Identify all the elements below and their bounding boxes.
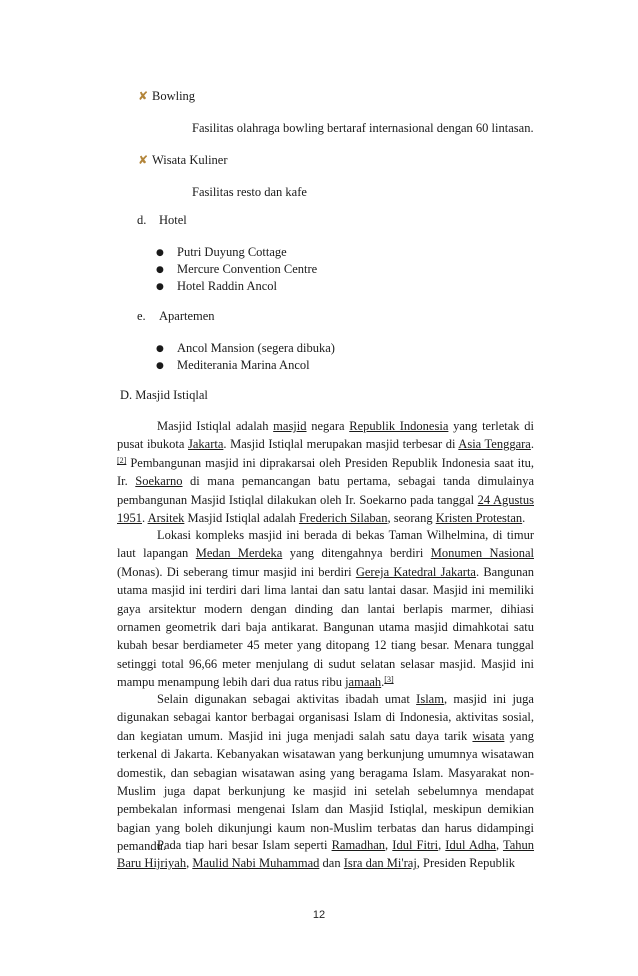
list-item [156, 261, 317, 278]
list-item [156, 340, 335, 357]
inline-link[interactable]: Arsitek [147, 511, 185, 526]
reference-link[interactable]: [3] [384, 675, 394, 685]
paragraph-text: , [495, 838, 503, 852]
paragraph-text: , [186, 856, 193, 871]
list-item-text: Putri Duyung Cottage [177, 245, 287, 259]
list-item-text: Ancol Mansion (segera dibuka) [177, 341, 335, 355]
inline-link[interactable]: Maulid Nabi Muhammad [192, 856, 320, 871]
bullet-icon: ● [156, 361, 164, 371]
cross-mark-icon: ✘ [138, 153, 149, 167]
bullet-icon: ● [156, 265, 164, 275]
list-item-text: Mediterania Marina Ancol [177, 358, 310, 372]
inline-link[interactable]: Idul Fitri [392, 838, 439, 852]
paragraph-text: negara [306, 419, 350, 433]
inline-link[interactable]: masjid [273, 419, 307, 433]
inline-link[interactable]: wisata [472, 728, 505, 743]
inline-link[interactable]: jamaah [345, 675, 382, 690]
paragraph-text: . [142, 511, 148, 526]
paragraph-text: . [381, 675, 385, 690]
facility-item-wisata-kuliner [138, 152, 228, 168]
list-heading-apartemen [137, 308, 215, 324]
paragraph [117, 526, 534, 692]
paragraph-text: , [385, 838, 393, 852]
paragraph-text: Masjid Istiqlal adalah [184, 511, 299, 526]
bullet-icon: ● [156, 248, 164, 258]
paragraph-text: yang terletak di pusat ibukota [117, 419, 534, 452]
paragraph-text: dan [319, 856, 344, 871]
paragraph-text: Pembangunan masjid ini diprakarsai oleh Presiden Republik Indonesia saat itu, Ir. [117, 455, 534, 489]
facility-desc: Fasilitas olahraga bowling bertaraf internasional dengan 60 lintasan. [192, 121, 534, 135]
inline-link[interactable]: Soekarno [135, 474, 183, 489]
inline-link[interactable]: Idul Adha [445, 838, 496, 852]
facility-desc: Fasilitas resto dan kafe [192, 185, 307, 199]
paragraph-text: . [530, 437, 534, 452]
paragraph [117, 836, 534, 873]
paragraph-text: . Bangunan utama masjid ini terdiri dari lima lantai dan satu lantai dasar. Masjid ini memiliki gaya arsitektur modern dengan dinding dan lantai berlapis marmer, dihiasi ornamen geometrik dari baja antikarat. Bangunan utama masjid dimahkotai satu kubah besar berdiameter 45 meter yang ditopang 12 tiang besar. Menara tunggal setinggi total 96,66 meter menjulang di sudut selatan selasar masjid. Masjid ini mampu menampung lebih dari dua ratus ribu [117, 564, 535, 690]
list-heading-hotel [137, 212, 187, 228]
cross-mark-icon: ✘ [138, 89, 149, 103]
facility-item-bowling [138, 88, 195, 104]
paragraph [117, 690, 534, 856]
list-letter: e. [137, 309, 146, 323]
list-item-text: Mercure Convention Centre [177, 262, 318, 276]
reference-superscript [117, 456, 126, 465]
inline-link[interactable]: Asia Tenggara [458, 437, 531, 452]
list-item [156, 244, 287, 261]
paragraph-text: . [522, 511, 526, 526]
inline-link[interactable]: Frederich Silaban [298, 511, 388, 526]
paragraph-text: , Presiden Republik [416, 856, 516, 871]
paragraph-text: Masjid Istiqlal adalah [157, 419, 274, 433]
paragraph-text: , [438, 838, 446, 852]
page-number: 12 [312, 909, 326, 921]
list-item [156, 278, 277, 295]
bullet-icon: ● [156, 344, 164, 354]
paragraph-text: Selain digunakan sebagai aktivitas ibadah umat [157, 692, 417, 706]
inline-link[interactable]: Tahun Baru Hijriyah [117, 838, 535, 871]
inline-link[interactable]: Gereja Katedral Jakarta [355, 564, 476, 579]
paragraph-text: . Masjid Istiqlal merupakan masjid terbesar di [223, 437, 459, 452]
paragraph-text: Lokasi kompleks masjid ini berada di bekas Taman Wilhelmina, di timur laut lapangan [117, 528, 534, 561]
inline-link[interactable]: Islam [416, 692, 444, 706]
bullet-icon: ● [156, 282, 164, 292]
inline-link[interactable]: Isra dan Mi'raj [343, 856, 417, 871]
inline-link[interactable]: Monumen Nasional [430, 546, 534, 561]
paragraph-text: Pada tiap hari besar Islam seperti [157, 838, 332, 852]
paragraph-text: yang ditengahnya berdiri [282, 546, 431, 561]
inline-link[interactable]: Ramadhan [331, 838, 386, 852]
inline-link[interactable]: Jakarta [188, 437, 224, 452]
list-item [156, 357, 310, 374]
reference-superscript [384, 675, 393, 684]
paragraph-text: , seorang [387, 511, 436, 526]
facility-name: Wisata Kuliner [152, 153, 228, 167]
list-title: Apartemen [159, 309, 215, 323]
list-item-text: Hotel Raddin Ancol [177, 279, 277, 293]
paragraph-text: (Monas). Di seberang timur masjid ini berdiri [117, 564, 356, 579]
section-heading: D. Masjid Istiqlal [120, 388, 208, 402]
list-letter: d. [137, 213, 147, 227]
reference-link[interactable]: [2] [117, 455, 127, 465]
paragraph-text: , masjid ini juga digunakan sebagai kantor berbagai organisasi Islam di Indonesia, aktivitas sosial, dan kegiatan umum. Masjid ini juga menjadi salah satu daya tarik [117, 692, 534, 743]
inline-link[interactable]: Republik Indonesia [349, 419, 449, 433]
inline-link[interactable]: Medan Merdeka [195, 546, 283, 561]
list-title: Hotel [159, 213, 187, 227]
paragraph [117, 417, 534, 527]
paragraph-text: di mana pemancangan batu pertama, sebagai tanda dimulainya pembangunan Masjid Istiqlal dilakukan oleh Ir. Soekarno pada tanggal [117, 474, 534, 507]
paragraph-text: yang terkenal di Jakarta. Kebanyakan wisatawan yang berkunjung umumnya wisatawan domestik, dan sebagian wisatawan asing yang beragama Islam. Masyarakat non-Muslim juga dapat berkunjung ke masjid ini setelah sebelumnya mendapat pembekalan informasi mengenai Islam dan Masjid Istiqlal, meskipun demikian bagian yang boleh dikunjungi kaum non-Muslim terbatas dan harus didampingi pemandu. [117, 728, 534, 854]
facility-name: Bowling [152, 89, 196, 103]
inline-link[interactable]: Kristen Protestan [435, 511, 523, 526]
inline-link[interactable]: 24 Agustus 1951 [117, 492, 534, 526]
